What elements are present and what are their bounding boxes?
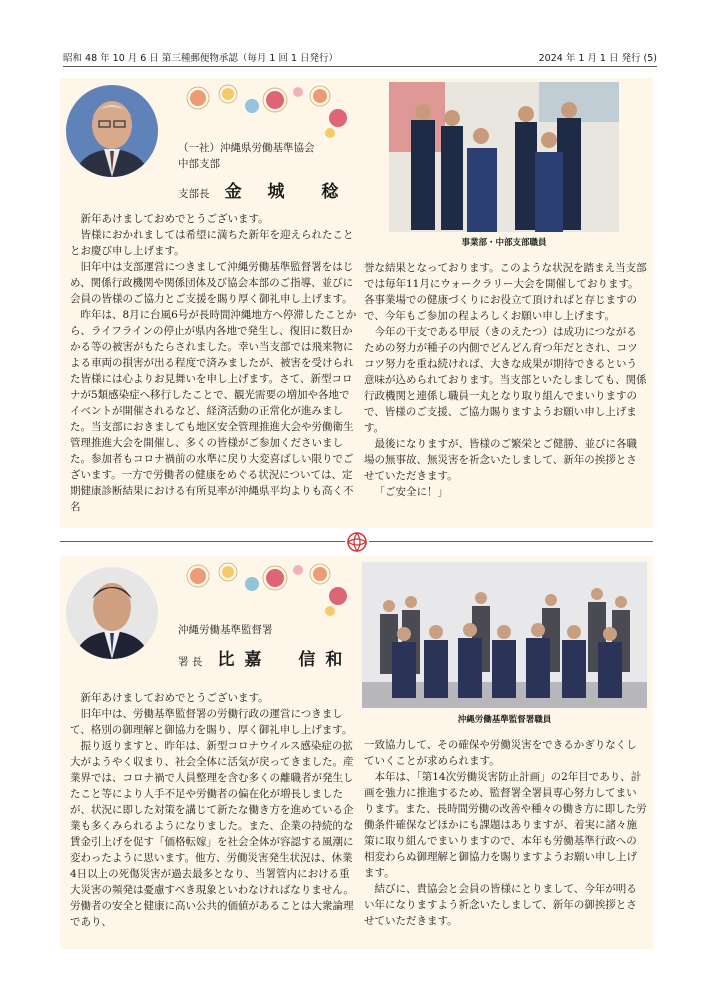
page-header — [63, 50, 657, 64]
org-name: 沖縄労働基準監督署 — [178, 624, 273, 636]
photo-caption: 沖縄労働基準監督署職員 — [457, 715, 552, 725]
org-name: （一社）沖縄県労働基準協会 — [178, 142, 315, 154]
decorative-knot-icon — [345, 530, 369, 554]
signatory-role: 署 長 — [178, 656, 203, 668]
portrait-kinjo — [66, 85, 158, 177]
paragraph: 結びに、貴協会と会員の皆様にとりまして、今年が明るい年になりますよう祈念いたしまして、新年の御挨拶とさせていただきます。 — [364, 883, 637, 927]
paragraph: 新年あけましておめでとうございます。 — [80, 692, 269, 704]
floral-decoration — [180, 78, 350, 138]
staff-group-photo — [389, 82, 619, 232]
paragraph: 旧年中は、労働基準監督署の労働行政の運営につきまして、格別の御理解と御協力を賜り、厚く御礼申し上げます。 — [70, 708, 353, 736]
issue-date-page-number: 2024 年 1 月 1 日 発行 (5) — [538, 53, 657, 64]
paragraph: 誉な結果となっております。このような状況を踏まえ当支部では毎年11月にウォークラリー大会を開催しております。各事業場での健康づくりにお役立て頂ければと存じますので、今年もご参加の程よろしくお願い申し上げます。 — [364, 262, 647, 322]
paragraph: 皆様におかれましては希望に満ちた新年を迎えられたこととお慶び申し上げます。 — [70, 229, 354, 257]
section-divider — [60, 534, 653, 550]
floral-decoration — [180, 556, 350, 616]
signatory-name: 金 城 稔 — [224, 182, 349, 202]
paragraph: 新年あけましておめでとうございます。 — [80, 213, 269, 225]
postal-approval-text: 昭和 48 年 10 月 6 日 第三種郵便物承認（毎月 1 回 1 日発行） — [63, 53, 339, 64]
signatory-name: 比嘉 信和 — [217, 650, 353, 670]
paragraph: 旧年中は支部運営につきまして沖縄労働基準監督署をはじめ、関係行政機関や関係団体及び協会本部のご指導、並びに会員の皆様のご協力とご支援を賜り厚く御礼申し上げます。 — [70, 261, 354, 305]
paragraph: 振り返りますと、昨年は、新型コロナウイルス感染症の拡大がようやく収まり、社会全体に活気が戻ってきました。産業界では、コロナ禍で人員整理を含む多くの離職者が発生したこと等により人手不足や労働者の偏在化が増長しましたが、状況に即した対策を講じて新たな働き方を進めている企業も多くみられるようになりました。また、企業の持続的な賃金引上げを促す「価格転嫁」を社会全体が容認する風潮に変わったように思います。他方、労働災害発生状況は、休業4日以上の死傷災害が過去最多となり、当署管内における重大災害の頻発は憂慮すべき現象といわなければなりません。労働者の安全と健康に高い公共的価値があることは大衆論理であり、 — [70, 740, 354, 928]
paragraph: 昨年は、8月に台風6号が長時間沖縄地方へ停滞したことから、ライフラインの停止が県内各地で発生し、復旧に数日かかる等の被害がもたらされました。幸い当支部では飛来物による車両の損害が出る程度で済みましたが、被害を受けられた皆様には心よりお見舞いを申し上げます。さて、新型コロナが5類感染症へ移行したことで、観光需要の増加や各地でイベントが開催されるなど、経済活動の正常化が進みました。当支部におきましても地区安全管理推進大会や労働衛生管理推進大会を開催し、多くの皆様がご参加くださいました。参加者もコロナ禍前の水準に戻り大変喜ばしい限りでございます。一方で労働者の健康をめぐる状況については、定期健康診断結果における有所見率が沖縄県平均よりも高く不名 — [70, 309, 357, 513]
header-rule — [63, 66, 657, 67]
article-labour-standards-office — [60, 556, 653, 949]
article2-left-column — [70, 690, 359, 930]
article1-left-column — [70, 211, 359, 515]
portrait-higa — [66, 567, 158, 659]
article1-right-column — [364, 260, 647, 500]
signatory — [178, 645, 352, 670]
paragraph: 本年は、「第14次労働災害防止計画」の2年目であり、計画を強力に推進するため、監督署全署員専心努力してまいります。また、長時間労働の改善や種々の働き方に即した労働条件確保などほかにも課題はありますが、着実に諸々施策に取り組んでまいりますので、本年も労働基準行政への相変わらぬ御理解と御協力を賜りますようお願い申し上げます。 — [364, 771, 647, 879]
photo-caption: 事業部・中部支部職員 — [461, 238, 547, 248]
staff-group-photo — [362, 562, 647, 708]
paragraph: 今年の干支である甲辰（きのえたつ）は成功につながるための努力が種子の内側でどんどん育つ年だとされ、コツコツ努力を重ね続ければ、大きな成果が期待できるという意味が込められております。当支部といたしましても、関係行政機関と連係し職員一丸となり取り組んでまいりますので、皆様のご支援、ご協力賜りますようお願い申し上げます。 — [364, 326, 647, 434]
signatory — [178, 177, 349, 202]
branch-name: 中部支部 — [178, 158, 220, 170]
paragraph: 最後になりますが、皆様のご繁栄とご健勝、並びに各職場の無事故、無災害を祈念いたしまして、新年の挨拶とさせていただきます。 — [364, 438, 637, 482]
signatory-role: 支部長 — [178, 188, 210, 200]
article2-right-column — [364, 737, 647, 929]
paragraph: 一致協力して、その確保や労働災害をできるかぎりなくしていくことが求められます。 — [364, 739, 637, 767]
paragraph: 「ご安全に！」 — [374, 486, 448, 498]
article-chubu-branch — [60, 78, 653, 528]
